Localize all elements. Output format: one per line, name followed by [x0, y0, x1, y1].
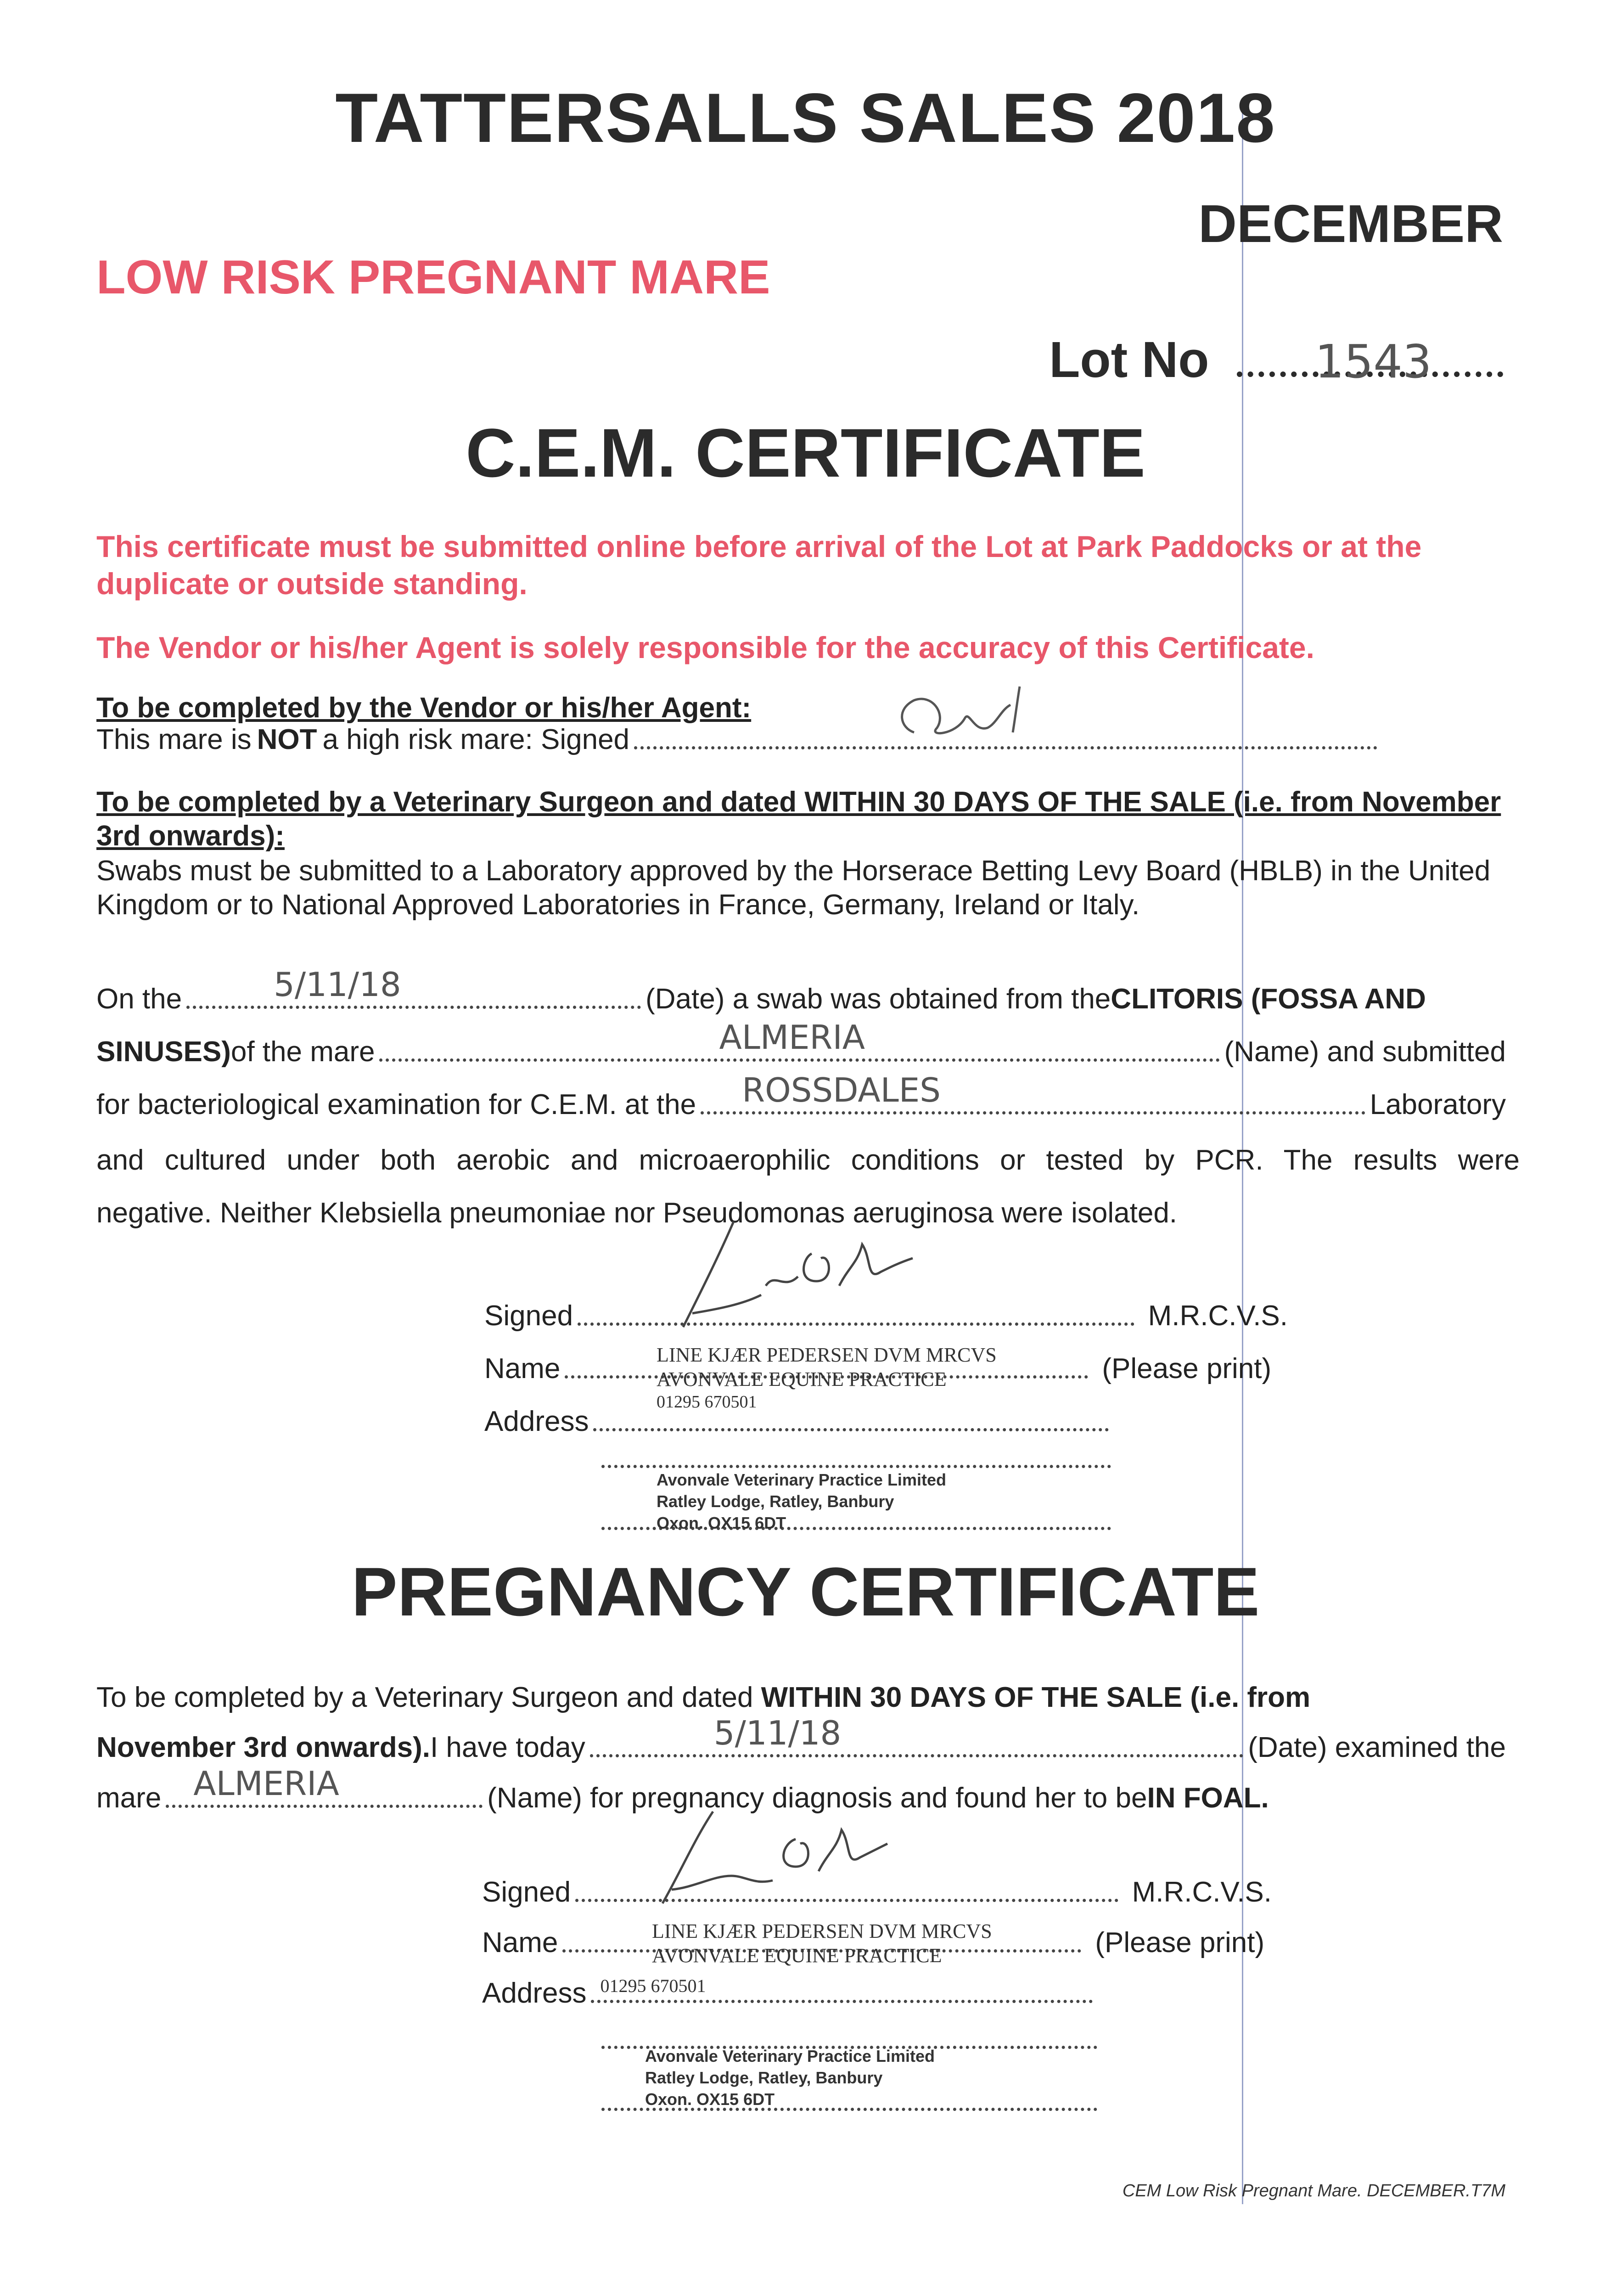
- vendor-declaration-row: [96, 723, 1382, 756]
- vendor-heading: [96, 691, 1520, 725]
- laboratory-value: ROSSDALES: [742, 1071, 941, 1109]
- pregnancy-vet-signature: [635, 1807, 892, 1913]
- cem-address-row: [484, 1405, 1113, 1438]
- vendor-declaration-post: a high risk mare: Signed: [322, 724, 630, 755]
- mare-name-row: [96, 1018, 1506, 1068]
- pregnancy-instruction-line-1: [96, 1681, 1520, 1715]
- cem-name-label: Name: [484, 1353, 561, 1384]
- cem-vet-phone-value: 01295 670501: [657, 1392, 757, 1412]
- i-have-today-text: I have today: [430, 1732, 585, 1763]
- laboratory-label: Laboratory: [1370, 1089, 1506, 1120]
- vet-heading-text: To be completed by a Veterinary Surgeon and dated WITHIN 30 DAYS OF THE SALE (i.e. from November 3rd onwards):: [96, 786, 1501, 852]
- cem-vet-name-value: LINE KJÆR PEDERSEN DVM MRCVS: [657, 1344, 997, 1366]
- cem-mare-name-field[interactable]: [379, 1018, 1219, 1062]
- pregnancy-mrcvs-label: M.R.C.V.S.: [1132, 1876, 1272, 1908]
- pregnancy-vet-name-stamp: [652, 1919, 992, 1968]
- cem-please-print-label: (Please print): [1102, 1353, 1272, 1384]
- pregnancy-stamp-line-1: Avonvale Veterinary Practice Limited: [645, 2047, 935, 2065]
- november-onwards-text: November 3rd onwards).: [96, 1732, 430, 1763]
- pregnancy-address-row: [482, 1977, 1097, 2009]
- form-code: CEM Low Risk Pregnant Mare. DECEMBER.T7M: [1122, 2181, 1505, 2200]
- cem-address-line-2[interactable]: [601, 1465, 1111, 1468]
- vendor-signature: [882, 682, 1038, 751]
- pregnancy-address-label: Address: [482, 1977, 587, 2009]
- vendor-heading-text: To be completed by the Vendor or his/her Agent:: [96, 692, 752, 724]
- cem-vet-name-stamp: [657, 1343, 997, 1412]
- pregnancy-instruction-bold: WITHIN 30 DAYS OF THE SALE (i.e. from: [761, 1682, 1311, 1713]
- vendor-declaration-pre: This mare is: [96, 724, 252, 755]
- cem-signed-row: [484, 1300, 1288, 1332]
- cem-stamp-line-1: Avonvale Veterinary Practice Limited: [657, 1470, 946, 1489]
- pregnancy-date-value: 5/11/18: [713, 1714, 842, 1752]
- pregnancy-address-field[interactable]: [591, 1975, 1093, 2003]
- swab-requirements: Swabs must be submitted to a Laboratory approved by the Horserace Betting Levy Board (HBLB) in the United Kingdom or to National Approved Laboratories in France, Germany, Ireland or Italy.: [96, 855, 1491, 921]
- lot-label: Lot No: [1049, 332, 1209, 388]
- pregnancy-vet-phone-value: 01295 670501: [600, 1975, 706, 1996]
- pregnancy-name-label: Name: [482, 1927, 558, 1958]
- date-examined-text: (Date) examined the: [1248, 1732, 1506, 1763]
- lot-number-row: [1049, 331, 1503, 389]
- laboratory-field[interactable]: [701, 1071, 1365, 1114]
- pregnancy-vet-name-value: LINE KJÆR PEDERSEN DVM MRCVS: [652, 1920, 992, 1942]
- culture-text: and cultured under both aerobic and microaerophilic conditions or tested by PCR. The results were: [96, 1144, 1520, 1176]
- pregnancy-please-print-label: (Please print): [1095, 1927, 1265, 1958]
- cem-practice-stamp: [657, 1469, 946, 1534]
- swab-date-row: [96, 965, 1506, 1015]
- pregnancy-stamp-line-2: Ratley Lodge, Ratley, Banbury: [645, 2068, 883, 2087]
- cem-address-field[interactable]: [593, 1419, 1109, 1431]
- pregnancy-diagnosis-text: (Name) for pregnancy diagnosis and found her to be: [487, 1782, 1147, 1814]
- cem-stamp-line-2: Ratley Lodge, Ratley, Banbury: [657, 1491, 894, 1511]
- cem-address-label: Address: [484, 1406, 589, 1437]
- date-swab-text: (Date) a swab was obtained from the: [646, 983, 1111, 1015]
- pregnancy-mare-name-value: ALMERIA: [193, 1764, 339, 1803]
- pregnancy-instruction-pre: To be completed by a Veterinary Surgeon and dated: [96, 1682, 761, 1713]
- pregnancy-stamp-line-3: Oxon. OX15 6DT: [645, 2089, 775, 2109]
- pregnancy-date-row: [96, 1714, 1506, 1764]
- lot-number-field[interactable]: [1237, 335, 1503, 388]
- pregnancy-certificate-title: PREGNANCY CERTIFICATE: [351, 1553, 1260, 1630]
- pregnancy-signed-label: Signed: [482, 1876, 571, 1908]
- pregnancy-signed-row: [482, 1876, 1272, 1908]
- laboratory-row: [96, 1071, 1506, 1121]
- sinuses-text: SINUSES): [96, 1036, 231, 1068]
- document-title: TATTERSALLS SALES 2018: [335, 79, 1276, 157]
- of-the-mare-text: of the mare: [230, 1036, 375, 1068]
- cem-mare-name-value: ALMERIA: [719, 1018, 865, 1057]
- pregnancy-date-field[interactable]: [590, 1714, 1244, 1757]
- cem-certificate-title: C.E.M. CERTIFICATE: [466, 414, 1145, 491]
- pregnancy-practice-stamp: [645, 2046, 935, 2110]
- vendor-declaration-not: NOT: [257, 724, 317, 755]
- pregnancy-vet-practice-value: AVONVALE EQUINE PRACTICE: [652, 1944, 942, 1967]
- vet-heading: [96, 785, 1520, 854]
- cem-signed-label: Signed: [484, 1300, 573, 1332]
- clitoris-text: CLITORIS (FOSSA AND: [1111, 983, 1426, 1015]
- vendor-signature-field[interactable]: [634, 737, 1377, 749]
- swab-date-value: 5/11/18: [274, 965, 401, 1004]
- bacteriological-text: for bacteriological examination for C.E.M. at the: [96, 1089, 696, 1120]
- cem-vet-signature: [665, 1217, 922, 1336]
- name-submitted-text: (Name) and submitted: [1224, 1036, 1506, 1068]
- on-the-label: On the: [96, 983, 182, 1015]
- pregnancy-mare-label: mare: [96, 1782, 162, 1814]
- negative-result-text: negative. Neither Klebsiella pneumoniae nor Pseudomonas aeruginosa were isolated.: [96, 1197, 1178, 1229]
- lot-number-value: 1543: [1315, 335, 1432, 388]
- cem-mrcvs-label: M.R.C.V.S.: [1148, 1300, 1288, 1332]
- swab-date-field[interactable]: [186, 965, 641, 1009]
- cem-stamp-line-3: Oxon. OX15 6DT: [657, 1513, 786, 1532]
- cem-vet-practice-value: AVONVALE EQUINE PRACTICE: [657, 1367, 947, 1390]
- cem-vet-signature-field[interactable]: [578, 1313, 1134, 1326]
- responsibility-notice: The Vendor or his/her Agent is solely responsible for the accuracy of this Certificate.: [96, 630, 1314, 664]
- sale-month: DECEMBER: [1198, 194, 1503, 253]
- pregnancy-mare-name-field[interactable]: [166, 1764, 483, 1808]
- pregnancy-vet-signature-field[interactable]: [575, 1890, 1118, 1902]
- in-foal-text: IN FOAL.: [1147, 1782, 1269, 1814]
- mare-category: LOW RISK PREGNANT MARE: [96, 251, 770, 304]
- submission-notice: This certificate must be submitted online before arrival of the Lot at Park Paddocks or at the duplicate or outside standing.: [96, 529, 1422, 601]
